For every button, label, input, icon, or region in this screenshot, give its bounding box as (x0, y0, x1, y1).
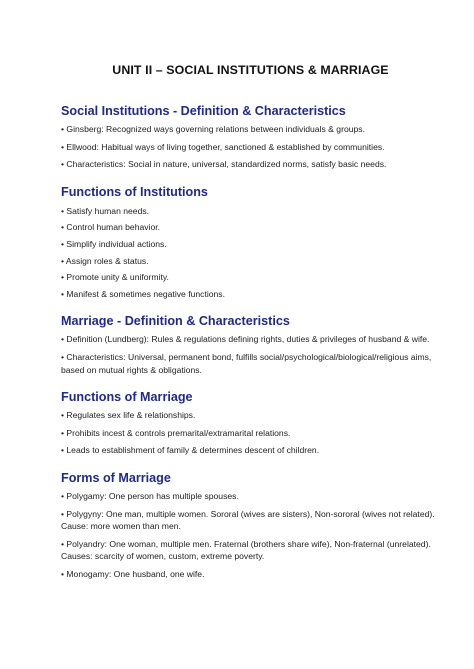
list-item: • Polygyny: One man, multiple women. Sororal (wives are sisters), Non-sororal (wives not related). Cause: more women than men. (61, 508, 435, 532)
list-item: • Characteristics: Social in nature, universal, standardized norms, satisfy basic needs. (61, 159, 387, 170)
section-marriage-definition (61, 314, 444, 376)
bullet-list (61, 123, 444, 171)
list-item: • Simplify individual actions. (61, 238, 167, 249)
list-item: • Ginsberg: Recognized ways governing relations between individuals & groups. (61, 124, 365, 134)
list-item: • Regulates sex life & relationships. (61, 410, 196, 421)
section-forms-of-marriage (61, 471, 444, 581)
section-heading: Functions of Institutions (61, 184, 208, 199)
list-item: • Polygamy: One person has multiple spouses. (61, 490, 239, 501)
list-item: • Ellwood: Habitual ways of living together, sanctioned & established by communities. (61, 141, 385, 152)
section-heading: Functions of Marriage (61, 390, 193, 405)
bullet-list (61, 490, 444, 581)
section-heading: Social Institutions - Definition & Characteristics (61, 104, 346, 118)
section-heading: Marriage - Definition & Characteristics (61, 314, 290, 329)
list-item: • Satisfy human needs. (61, 205, 150, 216)
bullet-list (61, 333, 444, 376)
list-item: • Manifest & sometimes negative functions. (61, 288, 225, 299)
list-item: • Characteristics: Universal, permanent bond, fulfills social/psychological/biological/religious aims, based on mutual rights & obligations. (61, 351, 432, 375)
list-item: • Prohibits incest & controls premarital/extramarital relations. (61, 427, 291, 438)
bullet-list (61, 409, 444, 457)
list-item: • Leads to establishment of family & determines descent of children. (61, 445, 320, 456)
list-item: • Control human behavior. (61, 222, 161, 233)
bullet-list (61, 205, 444, 301)
list-item: • Assign roles & status. (61, 255, 149, 266)
section-functions-of-marriage (61, 390, 444, 457)
section-social-institutions (61, 104, 444, 171)
list-item: • Monogamy: One husband, one wife. (61, 568, 205, 579)
list-item: • Polyandry: One woman, multiple men. Fraternal (brothers share wife), Non-fraternal (unrelated). Causes: scarcity of women, custom, extreme poverty. (61, 538, 431, 562)
list-item: • Promote unity & uniformity. (61, 272, 169, 283)
document-title: UNIT II – SOCIAL INSTITUTIONS & MARRIAGE (112, 63, 389, 77)
list-item: • Definition (Lundberg): Rules & regulations defining rights, duties & privileges of husband & wife. (61, 334, 430, 345)
section-functions-of-institutions (61, 185, 444, 301)
section-heading: Forms of Marriage (61, 470, 171, 485)
